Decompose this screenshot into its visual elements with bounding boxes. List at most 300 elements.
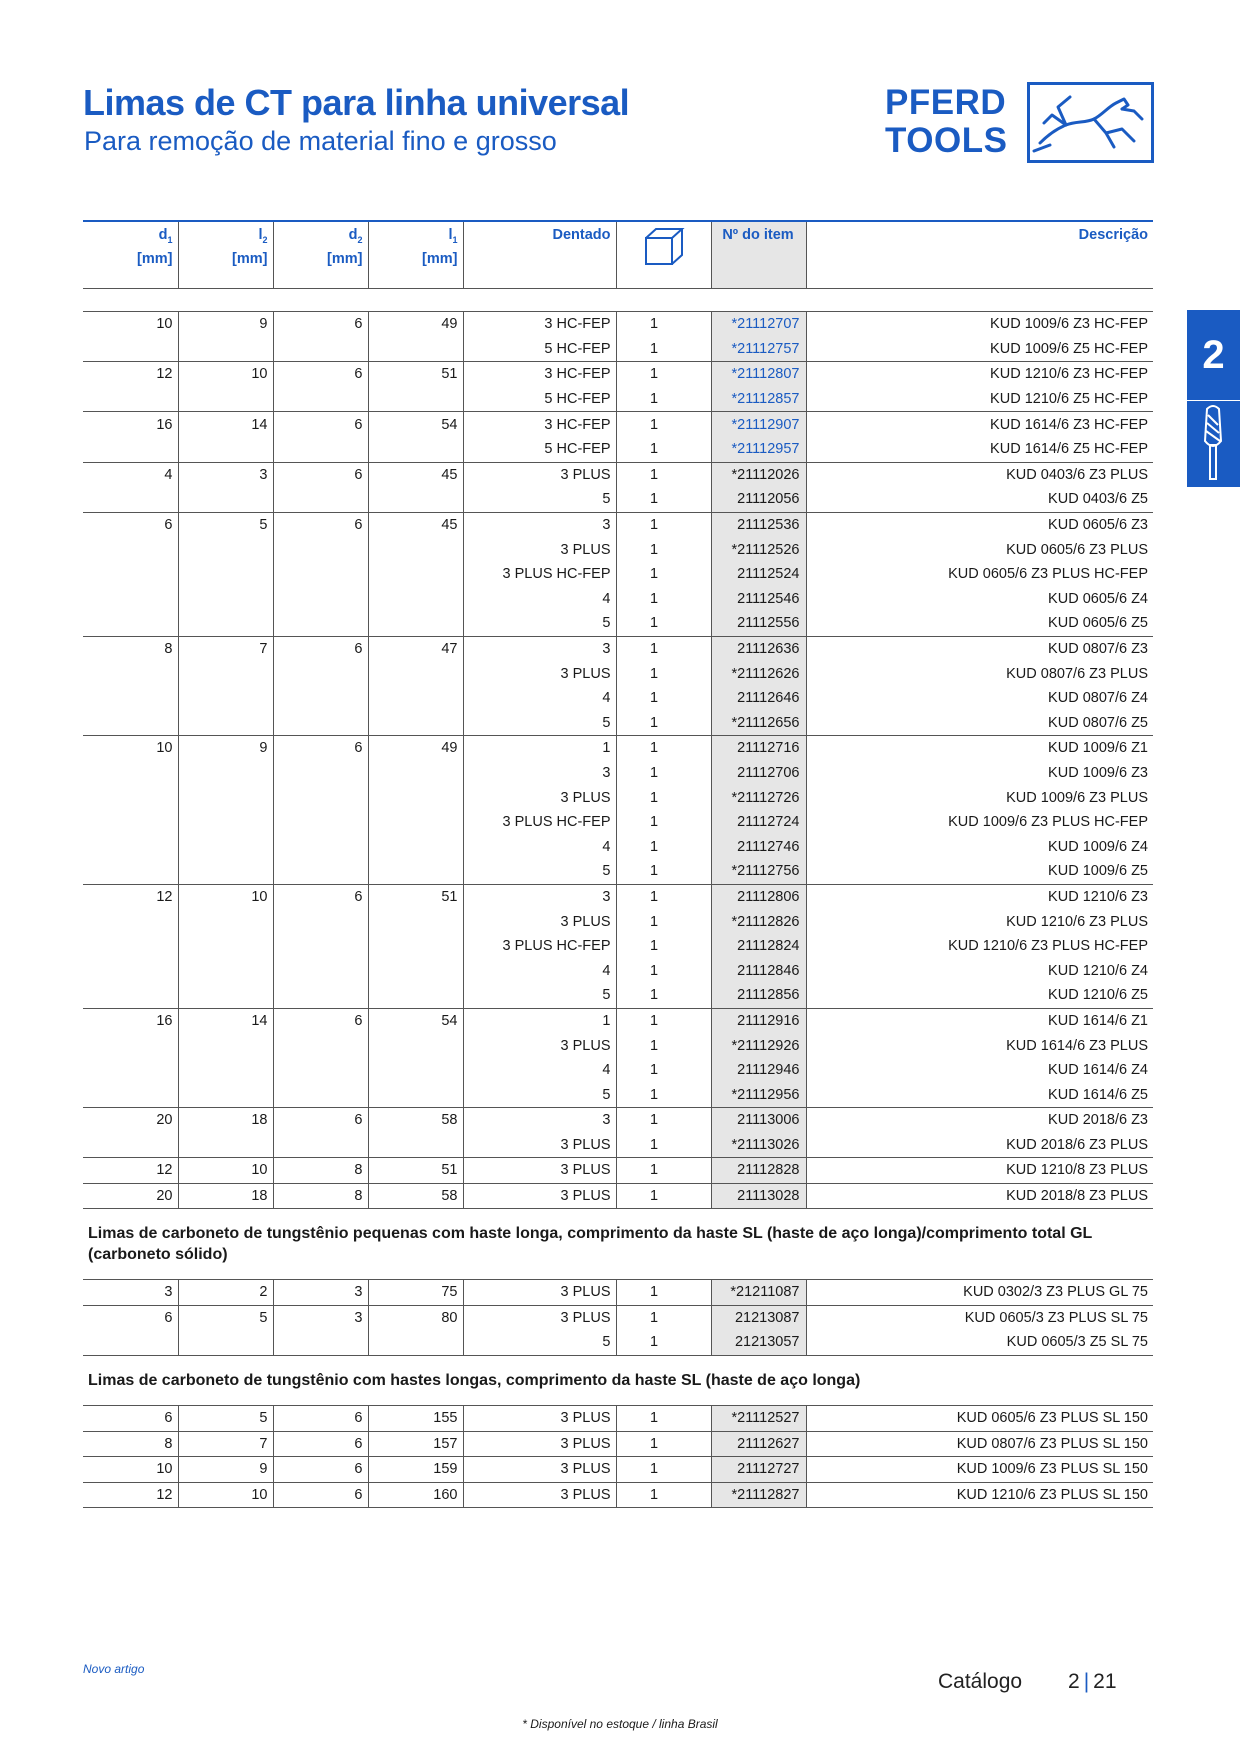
cell-l1: 155 bbox=[368, 1406, 463, 1432]
cell-desc: KUD 0403/6 Z3 PLUS bbox=[806, 462, 1153, 487]
cell-l1 bbox=[368, 487, 463, 512]
cell-d1: 6 bbox=[83, 1406, 178, 1432]
cell-d1 bbox=[83, 661, 178, 686]
cell-dent: 5 bbox=[463, 1330, 616, 1355]
cell-desc: KUD 0807/6 Z4 bbox=[1048, 690, 1148, 707]
cell-d2: 6 bbox=[273, 1482, 368, 1508]
cell-d2 bbox=[273, 661, 368, 686]
table-row bbox=[83, 1280, 1153, 1306]
cell-d2: 6 bbox=[273, 736, 368, 761]
cell-dent: 3 PLUS bbox=[463, 1457, 616, 1483]
cell-q: 1 bbox=[616, 1183, 711, 1209]
cell-d1: 6 bbox=[83, 512, 178, 537]
table-row bbox=[83, 1482, 1153, 1508]
cell-l1 bbox=[368, 810, 463, 835]
cell-desc: KUD 1614/6 Z1 bbox=[806, 1008, 1153, 1033]
cell-item[interactable]: 21112536 bbox=[711, 512, 806, 537]
section-title-small-long-shank: Limas de carboneto de tungstênio pequenas com haste longa, comprimento da haste SL (haste de aço longa)/comprimento total GL (carboneto sólido) bbox=[88, 1225, 1093, 1263]
cell-dent: 3 bbox=[463, 761, 616, 786]
cell-l1: 159 bbox=[368, 1457, 463, 1483]
cell-desc: KUD 0807/6 Z3 bbox=[806, 636, 1153, 661]
cell-d1 bbox=[83, 487, 178, 512]
cell-d2 bbox=[273, 686, 368, 711]
cell-item[interactable]: *21112656 bbox=[711, 711, 806, 736]
cell-desc: KUD 1009/6 Z5 bbox=[1048, 863, 1148, 880]
cell-d1: 10 bbox=[83, 312, 178, 337]
cell-item[interactable]: *21112726 bbox=[711, 785, 806, 810]
cell-l2: 10 bbox=[178, 1158, 273, 1184]
cell-l1 bbox=[368, 983, 463, 1008]
cell-q: 1 bbox=[616, 537, 711, 562]
cell-q: 1 bbox=[616, 636, 711, 661]
col-l1-header: $l_1$ [mm] bbox=[368, 221, 463, 289]
cell-l1 bbox=[368, 562, 463, 587]
table-row bbox=[83, 587, 1153, 612]
cell-d2: 6 bbox=[273, 512, 368, 537]
cell-l2: 7 bbox=[178, 636, 273, 661]
cell-dent: 1 bbox=[463, 1008, 616, 1033]
table-row bbox=[83, 312, 1153, 337]
cell-q: 1 bbox=[616, 1082, 711, 1107]
cell-l1 bbox=[368, 711, 463, 736]
cell-l1 bbox=[368, 834, 463, 859]
cell-d2 bbox=[273, 537, 368, 562]
cell-dent: 4 bbox=[463, 1058, 616, 1083]
cell-l2 bbox=[178, 562, 273, 587]
cell-l2 bbox=[178, 834, 273, 859]
product-table bbox=[83, 220, 1153, 1209]
cell-dent: 3 PLUS bbox=[463, 1431, 616, 1457]
cell-l1 bbox=[368, 1058, 463, 1083]
cell-l2 bbox=[178, 1033, 273, 1058]
cell-desc: KUD 1009/6 Z3 PLUS SL 150 bbox=[806, 1457, 1153, 1483]
page-number: 2 | 21 bbox=[1068, 1670, 1117, 1693]
cell-dent: 3 HC-FEP bbox=[463, 362, 616, 387]
cell-desc: KUD 1009/6 Z3 PLUS bbox=[1006, 789, 1148, 806]
table-row bbox=[83, 1133, 1153, 1158]
cell-d2: 3 bbox=[273, 1280, 368, 1306]
cell-l2 bbox=[178, 537, 273, 562]
cell-desc: KUD 1614/6 Z5 bbox=[1048, 1086, 1148, 1103]
cell-item[interactable]: *21113026 bbox=[711, 1133, 806, 1158]
cell-l2 bbox=[178, 761, 273, 786]
table-row bbox=[83, 1033, 1153, 1058]
cell-dent: 3 bbox=[463, 512, 616, 537]
cell-l1: 54 bbox=[368, 412, 463, 437]
cell-desc: KUD 2018/6 Z3 PLUS bbox=[1006, 1136, 1148, 1153]
cell-l1 bbox=[368, 934, 463, 959]
cell-q: 1 bbox=[616, 387, 711, 412]
logo-line-1: PFERD bbox=[885, 83, 1007, 122]
new-item-note: Novo artigo bbox=[83, 1662, 145, 1676]
chapter-tab[interactable]: 2 bbox=[1187, 310, 1240, 400]
cell-d2 bbox=[273, 834, 368, 859]
cell-q: 1 bbox=[616, 1305, 711, 1330]
table-row bbox=[83, 562, 1153, 587]
cell-l2: 14 bbox=[178, 1008, 273, 1033]
cell-desc: KUD 0605/6 Z3 bbox=[806, 512, 1153, 537]
package-box-icon bbox=[616, 221, 711, 289]
table-row bbox=[83, 1008, 1153, 1033]
table-row bbox=[83, 884, 1153, 909]
cell-desc: KUD 1210/6 Z3 HC-FEP bbox=[806, 362, 1153, 387]
cell-d1 bbox=[83, 958, 178, 983]
cell-l1: 47 bbox=[368, 636, 463, 661]
cell-d2 bbox=[273, 1330, 368, 1355]
cell-item[interactable]: *21112526 bbox=[711, 537, 806, 562]
cell-l1: 157 bbox=[368, 1431, 463, 1457]
cell-d1: 12 bbox=[83, 1158, 178, 1184]
cell-item[interactable]: 21112056 bbox=[711, 487, 806, 512]
page-subtitle: Para remoção de material fino e grosso bbox=[84, 126, 557, 156]
table-row bbox=[83, 362, 1153, 387]
cell-q: 1 bbox=[616, 512, 711, 537]
cell-desc: KUD 0807/6 Z5 bbox=[1048, 714, 1148, 731]
cell-l1 bbox=[368, 587, 463, 612]
cell-l2 bbox=[178, 909, 273, 934]
cell-l1: 80 bbox=[368, 1305, 463, 1330]
table-row bbox=[83, 611, 1153, 636]
cell-desc: KUD 1009/6 Z4 bbox=[1048, 838, 1148, 855]
cell-q: 1 bbox=[616, 1058, 711, 1083]
cell-l2: 9 bbox=[178, 312, 273, 337]
table-row bbox=[83, 1082, 1153, 1107]
cell-dent: 4 bbox=[463, 587, 616, 612]
cell-dent: 3 PLUS bbox=[463, 1133, 616, 1158]
cell-q: 1 bbox=[616, 1108, 711, 1133]
cell-d2: 6 bbox=[273, 312, 368, 337]
cell-d2: 6 bbox=[273, 362, 368, 387]
cell-dent: 3 PLUS bbox=[463, 909, 616, 934]
cell-desc: KUD 1614/6 Z4 bbox=[1048, 1062, 1148, 1079]
cell-q: 1 bbox=[616, 1008, 711, 1033]
cell-l2: 5 bbox=[178, 1406, 273, 1432]
cell-item[interactable]: *21211087 bbox=[711, 1280, 806, 1306]
cell-l2: 14 bbox=[178, 412, 273, 437]
cell-q: 1 bbox=[616, 736, 711, 761]
cell-item[interactable]: *21112626 bbox=[711, 661, 806, 686]
cell-l2: 3 bbox=[178, 462, 273, 487]
cell-q: 1 bbox=[616, 1457, 711, 1483]
cell-item[interactable]: 21112806 bbox=[711, 884, 806, 909]
table-row bbox=[83, 437, 1153, 462]
cell-dent: 4 bbox=[463, 958, 616, 983]
cell-l1: 45 bbox=[368, 462, 463, 487]
cell-d2 bbox=[273, 487, 368, 512]
cell-d1 bbox=[83, 1330, 178, 1355]
cell-desc: KUD 1210/6 Z3 PLUS bbox=[1006, 913, 1148, 930]
table-row bbox=[83, 859, 1153, 884]
table-row bbox=[83, 686, 1153, 711]
cell-l2 bbox=[178, 934, 273, 959]
cell-item[interactable]: *21112826 bbox=[711, 909, 806, 934]
table-row bbox=[83, 462, 1153, 487]
cell-desc: KUD 1210/8 Z3 PLUS bbox=[806, 1158, 1153, 1184]
cell-l2 bbox=[178, 810, 273, 835]
stock-disclaimer: * Disponível no estoque / linha Brasil bbox=[522, 1717, 718, 1731]
cell-d2 bbox=[273, 785, 368, 810]
cell-dent: 5 HC-FEP bbox=[463, 337, 616, 362]
cell-q: 1 bbox=[616, 1280, 711, 1306]
cell-item[interactable]: *21112956 bbox=[711, 1082, 806, 1107]
cell-l1 bbox=[368, 537, 463, 562]
table-row bbox=[83, 337, 1153, 362]
cell-d1: 4 bbox=[83, 462, 178, 487]
cell-d1 bbox=[83, 387, 178, 412]
cell-item[interactable]: 21112724 bbox=[711, 810, 806, 835]
cell-item[interactable]: 21112824 bbox=[711, 934, 806, 959]
cell-item[interactable]: *21112527 bbox=[711, 1406, 806, 1432]
cell-desc: KUD 1009/6 Z1 bbox=[806, 736, 1153, 761]
cell-l2 bbox=[178, 1330, 273, 1355]
cell-item[interactable]: 21112856 bbox=[711, 983, 806, 1008]
cell-d1: 10 bbox=[83, 736, 178, 761]
cell-l2 bbox=[178, 437, 273, 462]
cell-desc: KUD 0605/6 Z4 bbox=[1048, 590, 1148, 607]
cell-dent: 3 PLUS bbox=[463, 1033, 616, 1058]
cell-item[interactable]: *21112957 bbox=[711, 437, 806, 462]
cell-d2: 8 bbox=[273, 1183, 368, 1209]
cell-dent: 3 PLUS HC-FEP bbox=[463, 562, 616, 587]
cell-dent: 5 HC-FEP bbox=[463, 387, 616, 412]
cell-desc: KUD 1614/6 Z5 HC-FEP bbox=[990, 441, 1148, 458]
cell-q: 1 bbox=[616, 1158, 711, 1184]
cell-item[interactable]: 21112524 bbox=[711, 562, 806, 587]
cell-d2: 6 bbox=[273, 884, 368, 909]
cell-d1: 20 bbox=[83, 1183, 178, 1209]
cell-desc: KUD 0807/6 Z3 PLUS bbox=[1006, 665, 1148, 682]
table-row bbox=[83, 834, 1153, 859]
burr-tool-icon bbox=[1187, 401, 1240, 487]
cell-item[interactable]: *21112756 bbox=[711, 859, 806, 884]
cell-d1: 6 bbox=[83, 1305, 178, 1330]
cell-item[interactable]: 21112706 bbox=[711, 761, 806, 786]
pferd-tools-logo bbox=[885, 82, 1157, 166]
cell-desc: KUD 0605/6 Z5 bbox=[1048, 615, 1148, 632]
cell-l1: 58 bbox=[368, 1108, 463, 1133]
cell-q: 1 bbox=[616, 1133, 711, 1158]
cell-d2 bbox=[273, 611, 368, 636]
cell-d2 bbox=[273, 983, 368, 1008]
table-row bbox=[83, 661, 1153, 686]
cell-item[interactable]: 21112556 bbox=[711, 611, 806, 636]
col-l2-header: $l_2$ [mm] bbox=[178, 221, 273, 289]
cell-d1 bbox=[83, 983, 178, 1008]
cell-d2 bbox=[273, 1033, 368, 1058]
cell-item[interactable]: 21113006 bbox=[711, 1108, 806, 1133]
cell-d2: 6 bbox=[273, 462, 368, 487]
cell-q: 1 bbox=[616, 983, 711, 1008]
cell-d1 bbox=[83, 1058, 178, 1083]
cell-dent: 3 PLUS bbox=[463, 1280, 616, 1306]
cell-item[interactable]: 21112946 bbox=[711, 1058, 806, 1083]
cell-item[interactable]: 21112646 bbox=[711, 686, 806, 711]
cell-l2 bbox=[178, 1058, 273, 1083]
cell-item[interactable]: *21112857 bbox=[711, 387, 806, 412]
cell-item[interactable]: *21112807 bbox=[711, 362, 806, 387]
table-row bbox=[83, 1058, 1153, 1083]
logo-line-2: TOOLS bbox=[885, 121, 1008, 160]
cell-d1 bbox=[83, 859, 178, 884]
cell-item[interactable]: 21112846 bbox=[711, 958, 806, 983]
table-row bbox=[83, 412, 1153, 437]
cell-item[interactable]: 21112546 bbox=[711, 587, 806, 612]
cell-l1 bbox=[368, 958, 463, 983]
cell-dent: 3 PLUS bbox=[463, 1406, 616, 1432]
cell-q: 1 bbox=[616, 711, 711, 736]
cell-dent: 3 PLUS bbox=[463, 1482, 616, 1508]
cell-d1 bbox=[83, 611, 178, 636]
section-title-long-shank: Limas de carboneto de tungstênio com hastes longas, comprimento da haste SL (haste de aço longa) bbox=[88, 1372, 861, 1389]
cell-item[interactable]: 21112627 bbox=[711, 1431, 806, 1457]
cell-l2: 10 bbox=[178, 1482, 273, 1508]
cell-desc: KUD 0605/6 Z3 PLUS bbox=[1006, 541, 1148, 558]
cell-dent: 3 PLUS bbox=[463, 1305, 616, 1330]
cell-d1 bbox=[83, 810, 178, 835]
table-row bbox=[83, 909, 1153, 934]
cell-d2 bbox=[273, 1082, 368, 1107]
cell-d2 bbox=[273, 1133, 368, 1158]
cell-d2 bbox=[273, 337, 368, 362]
cell-l2: 18 bbox=[178, 1108, 273, 1133]
cell-l1 bbox=[368, 661, 463, 686]
cell-d2 bbox=[273, 934, 368, 959]
cell-desc: KUD 2018/8 Z3 PLUS bbox=[806, 1183, 1153, 1209]
cell-d1: 16 bbox=[83, 412, 178, 437]
cell-desc: KUD 1009/6 Z3 PLUS HC-FEP bbox=[948, 814, 1148, 831]
cell-l2 bbox=[178, 387, 273, 412]
cell-desc: KUD 1210/6 Z3 bbox=[806, 884, 1153, 909]
cell-q: 1 bbox=[616, 412, 711, 437]
cell-d2 bbox=[273, 587, 368, 612]
cell-l2 bbox=[178, 587, 273, 612]
cell-dent: 5 bbox=[463, 711, 616, 736]
cell-q: 1 bbox=[616, 562, 711, 587]
table-row bbox=[83, 1158, 1153, 1184]
cell-item[interactable]: 21112727 bbox=[711, 1457, 806, 1483]
cell-l1 bbox=[368, 1082, 463, 1107]
table-row bbox=[83, 958, 1153, 983]
cell-d1 bbox=[83, 934, 178, 959]
cell-l1 bbox=[368, 909, 463, 934]
cell-l2 bbox=[178, 958, 273, 983]
cell-item[interactable]: 21112916 bbox=[711, 1008, 806, 1033]
table-row bbox=[83, 1183, 1153, 1209]
cell-l2 bbox=[178, 611, 273, 636]
cell-desc: KUD 1210/6 Z4 bbox=[1048, 962, 1148, 979]
cell-desc: KUD 1009/6 Z3 HC-FEP bbox=[806, 312, 1153, 337]
cell-dent: 3 PLUS bbox=[463, 785, 616, 810]
cell-item[interactable]: 21112828 bbox=[711, 1158, 806, 1184]
cell-d2 bbox=[273, 711, 368, 736]
cell-item[interactable]: *21112026 bbox=[711, 462, 806, 487]
cell-item[interactable]: *21112907 bbox=[711, 412, 806, 437]
cell-d1 bbox=[83, 1133, 178, 1158]
cell-d1: 12 bbox=[83, 1482, 178, 1508]
cell-d1 bbox=[83, 761, 178, 786]
cell-l1 bbox=[368, 387, 463, 412]
cell-item[interactable]: 21213087 bbox=[711, 1305, 806, 1330]
cell-q: 1 bbox=[616, 884, 711, 909]
cell-d2: 6 bbox=[273, 1108, 368, 1133]
cell-d1 bbox=[83, 834, 178, 859]
cell-q: 1 bbox=[616, 362, 711, 387]
cell-l2 bbox=[178, 337, 273, 362]
cell-dent: 5 bbox=[463, 1082, 616, 1107]
cell-l2 bbox=[178, 785, 273, 810]
cell-l1 bbox=[368, 611, 463, 636]
cell-q: 1 bbox=[616, 1406, 711, 1432]
cell-desc: KUD 1210/6 Z5 HC-FEP bbox=[990, 391, 1148, 408]
cell-d2: 6 bbox=[273, 1008, 368, 1033]
cell-desc: KUD 1210/6 Z3 PLUS HC-FEP bbox=[948, 938, 1148, 955]
cell-desc: KUD 1009/6 Z5 HC-FEP bbox=[990, 340, 1148, 357]
cell-l2 bbox=[178, 1082, 273, 1107]
product-table-long-shank bbox=[83, 1405, 1153, 1508]
cell-dent: 1 bbox=[463, 736, 616, 761]
cell-d1 bbox=[83, 437, 178, 462]
table-row bbox=[83, 934, 1153, 959]
table-row bbox=[83, 736, 1153, 761]
cell-item[interactable]: *21112926 bbox=[711, 1033, 806, 1058]
cell-dent: 3 HC-FEP bbox=[463, 312, 616, 337]
cell-desc: KUD 1210/6 Z5 bbox=[1048, 987, 1148, 1004]
cell-dent: 3 PLUS HC-FEP bbox=[463, 934, 616, 959]
cell-item[interactable]: 21113028 bbox=[711, 1183, 806, 1209]
cell-d2: 6 bbox=[273, 1406, 368, 1432]
col-d1-header: $d_1$ [mm] bbox=[83, 221, 178, 289]
cell-item[interactable]: 21112716 bbox=[711, 736, 806, 761]
cell-d1 bbox=[83, 537, 178, 562]
cell-q: 1 bbox=[616, 686, 711, 711]
cell-d1 bbox=[83, 337, 178, 362]
cell-l1: 51 bbox=[368, 884, 463, 909]
table-row bbox=[83, 1457, 1153, 1483]
cell-item[interactable]: 21112636 bbox=[711, 636, 806, 661]
cell-d2 bbox=[273, 562, 368, 587]
cell-desc: KUD 0605/6 Z3 PLUS HC-FEP bbox=[948, 566, 1148, 583]
cell-desc: KUD 0403/6 Z5 bbox=[1048, 491, 1148, 508]
cell-item[interactable]: 21112746 bbox=[711, 834, 806, 859]
cell-desc: KUD 1614/6 Z3 PLUS bbox=[1006, 1037, 1148, 1054]
cell-dent: 3 bbox=[463, 1108, 616, 1133]
table-row bbox=[83, 810, 1153, 835]
cell-l1: 160 bbox=[368, 1482, 463, 1508]
cell-l2 bbox=[178, 983, 273, 1008]
cell-l2 bbox=[178, 859, 273, 884]
cell-desc: KUD 0605/6 Z3 PLUS SL 150 bbox=[806, 1406, 1153, 1432]
table-row bbox=[83, 636, 1153, 661]
cell-dent: 3 bbox=[463, 884, 616, 909]
cell-item[interactable]: 21213057 bbox=[711, 1330, 806, 1355]
cell-d2 bbox=[273, 958, 368, 983]
table-row bbox=[83, 785, 1153, 810]
cell-l1: 49 bbox=[368, 736, 463, 761]
cell-q: 1 bbox=[616, 437, 711, 462]
cell-l1: 49 bbox=[368, 312, 463, 337]
cell-d2: 6 bbox=[273, 636, 368, 661]
table-row bbox=[83, 487, 1153, 512]
cell-item[interactable]: *21112757 bbox=[711, 337, 806, 362]
cell-d2 bbox=[273, 859, 368, 884]
cell-item[interactable]: *21112707 bbox=[711, 312, 806, 337]
cell-dent: 3 PLUS bbox=[463, 537, 616, 562]
cell-l2: 18 bbox=[178, 1183, 273, 1209]
cell-l1 bbox=[368, 437, 463, 462]
cell-item[interactable]: *21112827 bbox=[711, 1482, 806, 1508]
cell-d2: 6 bbox=[273, 1431, 368, 1457]
cell-l2 bbox=[178, 1133, 273, 1158]
